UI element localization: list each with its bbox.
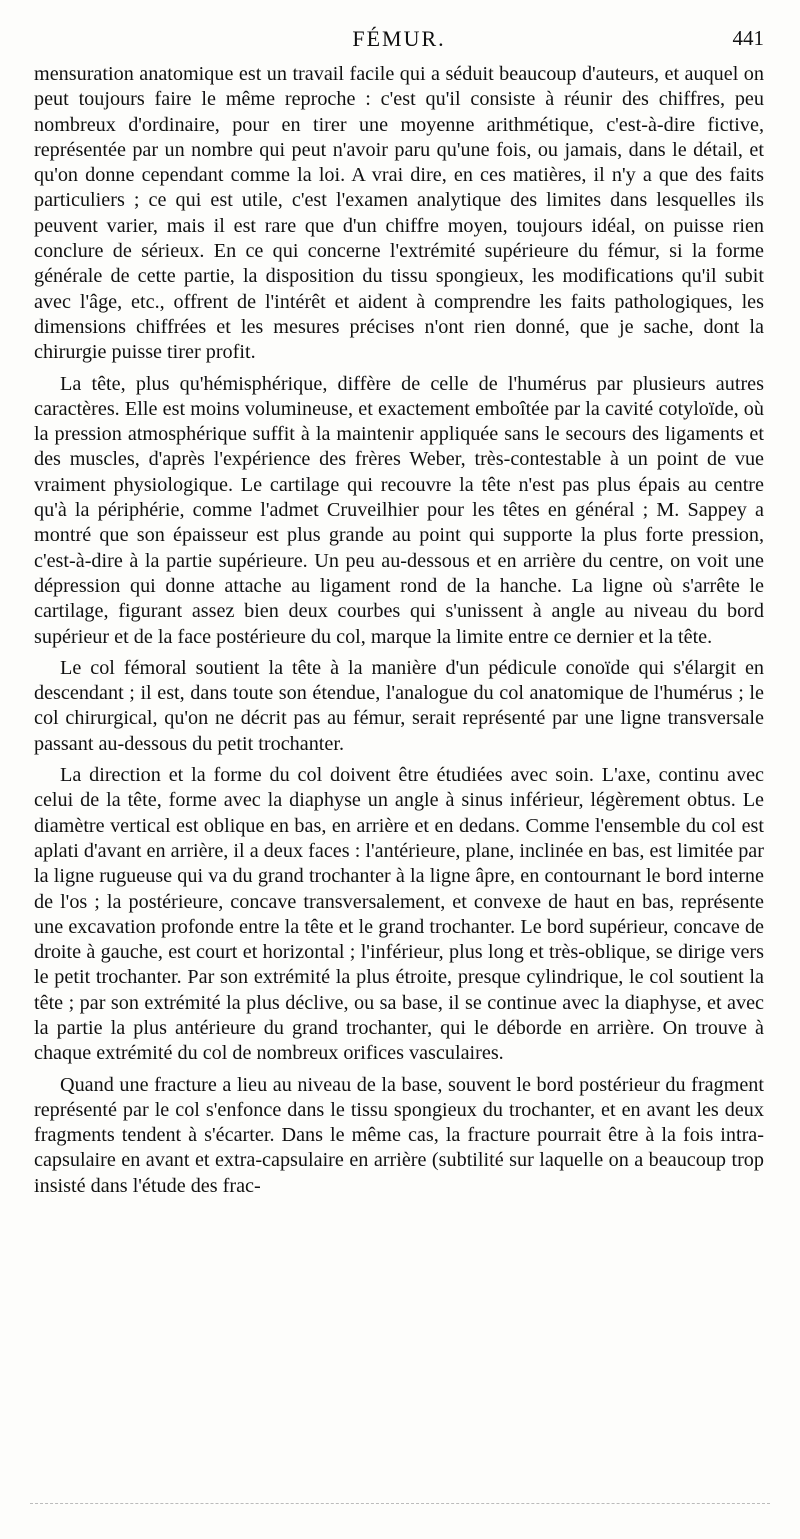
paragraph: La direction et la forme du col doivent être étudiées avec soin. L'axe, continu avec celui de la tête, forme avec la diaphyse un angle à sinus inférieur, légèrement obtus. Le diamètre vertical est oblique en bas, en arrière et en dedans. Comme l'ensemble du col est aplati d'avant en arrière, il a deux faces : l'antérieure, plane, inclinée en bas, est limitée par la ligne rugueuse qui va du grand trochanter à la ligne âpre, en contournant le bord interne de l'os ; la postérieure, concave transversalement, et convexe de haut en bas, représente une excavation profonde entre la tête et le grand trochanter. Le bord supérieur, concave de droite à gauche, est court et horizontal ; l'inférieur, plus long et très-oblique, se dirige vers le petit trochanter. Par son extrémité la plus étroite, presque cylindrique, le col soutient la tête ; par son extrémité la plus déclive, ou sa base, il se continue avec la diaphyse, et avec la partie la plus antérieure du grand trochanter, qui le déborde en arrière. On trouve à chaque extrémité du col de nombreux orifices vasculaires. <box>34 764 764 1065</box>
paragraph: La tête, plus qu'hémisphérique, diffère de celle de l'humérus par plusieurs autres caractères. Elle est moins volumineuse, et exactement emboîtée par la cavité cotyloïde, où la pression atmosphérique suffit à la maintenir appliquée sans le secours des ligaments et des muscles, d'après l'expérience des frères Weber, très-contestable à un point de vue vraiment physiologique. Le cartilage qui recouvre la tête n'est pas plus épais au centre qu'à la périphérie, comme l'admet Cruveilhier pour les têtes en général ; M. Sappey a montré que son épaisseur est plus grande au point qui supporte la plus forte pression, c'est-à-dire à la partie supérieure. Un peu au-dessous et en arrière du centre, on voit une dépression qui donne attache au ligament rond de la hanche. La ligne où s'arrête le cartilage, figurant assez bien deux courbes qui s'unissent à angle au niveau du bord supérieur et de la face postérieure du col, marque la limite entre ce dernier et la tête. <box>34 372 764 648</box>
body-text <box>34 62 764 1205</box>
bottom-rule <box>30 1503 770 1504</box>
paragraph: Le col fémoral soutient la tête à la manière d'un pédicule conoïde qui s'élargit en descendant ; il est, dans toute son étendue, l'analogue du col anatomique de l'humérus ; le col chirurgical, qu'on ne décrit pas au fémur, serait représenté par une ligne transversale passant au-dessous du petit trochanter. <box>34 656 764 755</box>
paragraph: mensuration anatomique est un travail facile qui a séduit beaucoup d'auteurs, et auquel on peut toujours faire le même reproche : c'est qu'il consiste à réunir des chiffres, peu nombreux d'ordinaire, pour en tirer une moyenne arithmétique, c'est-à-dire fictive, représentée par un nombre qui peut n'avoir paru qu'une fois, ou jamais, dans le détail, et qu'on donne cependant comme la loi. A vrai dire, en ces matières, il n'y a que des faits particuliers ; ce qui est utile, c'est l'examen analytique des limites dans lesquelles ils peuvent varier, mais il est rare que d'un chiffre moyen, toujours idéal, on puisse rien conclure de sérieux. En ce qui concerne l'extrémité supérieure du fémur, si la forme générale de cette partie, la disposition du tissu spongieux, les modifications qu'il subit avec l'âge, etc., offrent de l'intérêt et aident à comprendre les faits pathologiques, les dimensions chiffrées et les mesures précises n'ont rien donné, que je sache, dont la chirurgie puisse tirer profit. <box>34 63 764 364</box>
paragraph: Quand une fracture a lieu au niveau de la base, souvent le bord postérieur du fragment représenté par le col s'enfonce dans le tissu spongieux du trochanter, et en avant les deux fragments tendent à s'écarter. Dans le même cas, la fracture pourrait être à la fois intra-capsulaire en avant et extra-capsulaire en arrière (subtilité sur laquelle on a beaucoup trop insisté dans l'étude des frac- <box>34 1073 764 1197</box>
running-title: FÉMUR. <box>352 26 446 51</box>
page-number: 441 <box>732 26 764 50</box>
running-header <box>34 20 764 56</box>
